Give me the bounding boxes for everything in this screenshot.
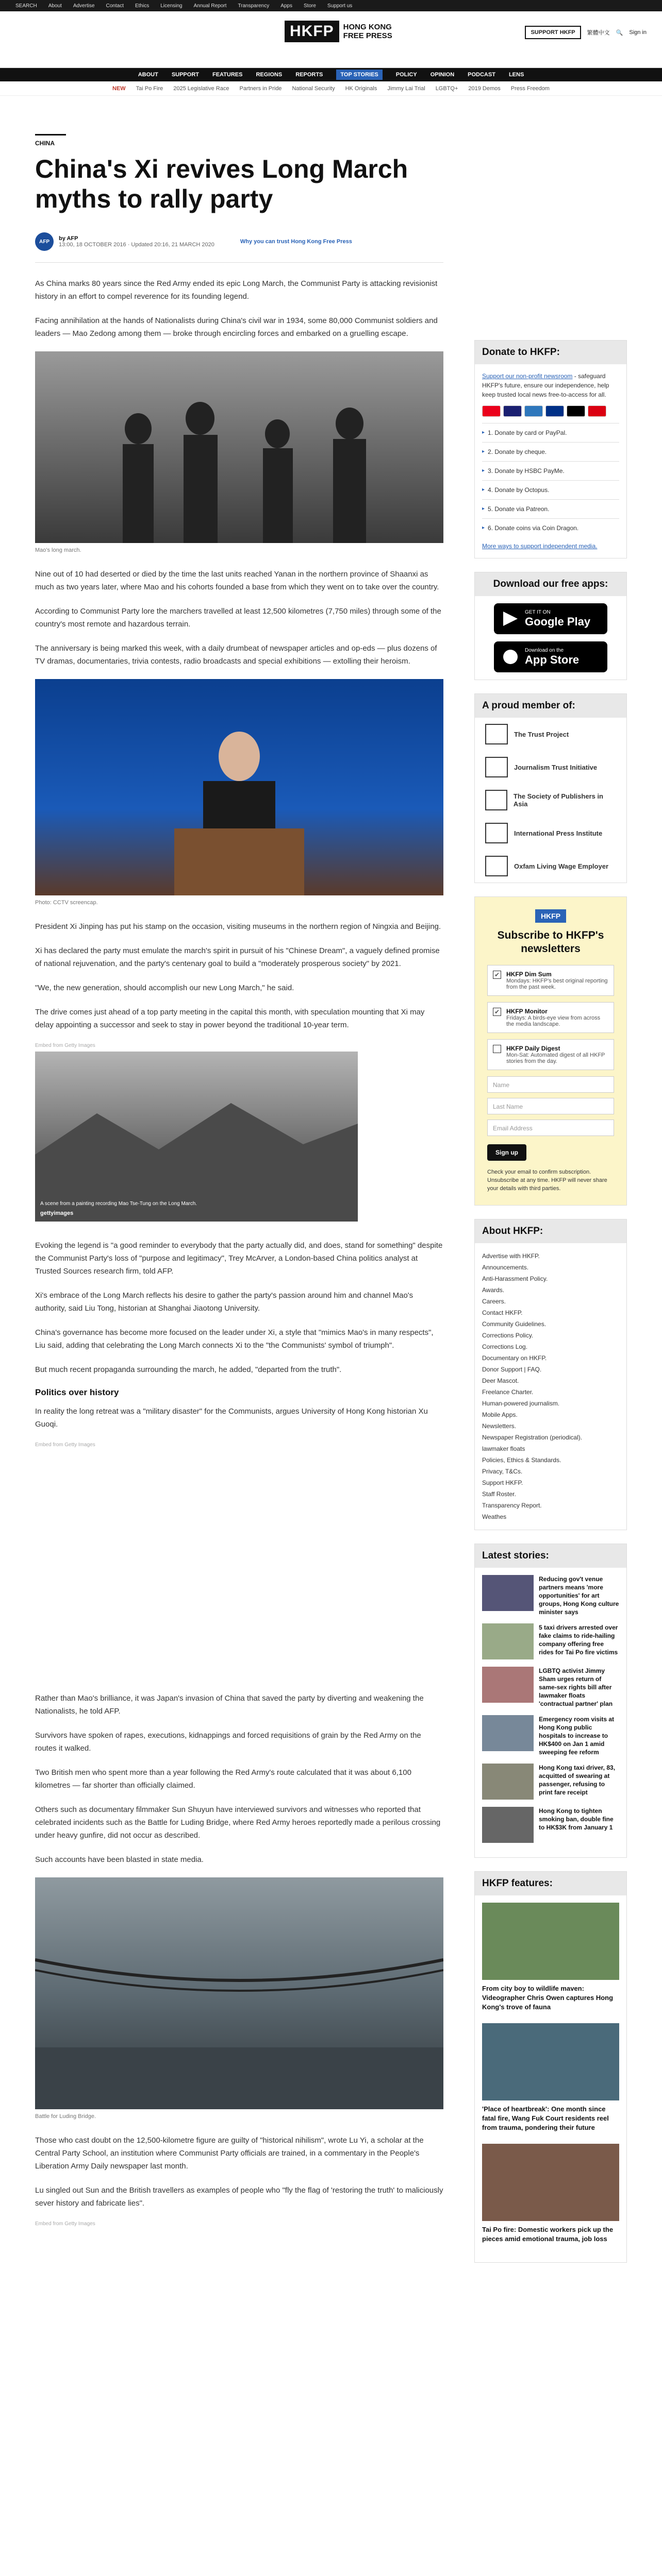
trending-bar xyxy=(0,81,662,96)
donate-box xyxy=(474,340,627,558)
search-icon[interactable]: 🔍 xyxy=(616,29,623,36)
about-link[interactable]: Newspaper Registration (periodical). xyxy=(482,1434,583,1441)
trending-national-security[interactable]: National Security xyxy=(292,85,335,92)
feature-story[interactable]: From city boy to wildlife maven: Videographer Chris Owen captures Hong Kong's trove of fauna xyxy=(482,1903,619,2012)
getty-embed-placeholder xyxy=(35,1460,443,1692)
donate-text: - safeguard HKFP's future, ensure our independence, help keep trusted local news free-to-access for all. xyxy=(482,372,609,398)
checkbox-checked: ✔ xyxy=(493,971,501,979)
checkbox-unchecked xyxy=(493,1045,501,1053)
newsletter-option-digest[interactable]: HKFP Daily Digest Mon-Sat: Automated digest of all HKFP stories from the day. xyxy=(487,1039,614,1070)
about-link[interactable]: About xyxy=(48,3,62,9)
paragraph: "We, the new generation, should accomplish our new Long March," he said. xyxy=(35,984,294,992)
donate-option[interactable]: ▸ 3. Donate by HSBC PayMe. xyxy=(482,461,619,480)
annual-report-link[interactable]: Annual Report xyxy=(193,3,227,9)
story-thumbnail xyxy=(482,1623,534,1659)
paragraph: China's governance has become more focused on the leader under Xi, a style that "mimics Mao's in many respects", Liu said, adding that celebrating the Long March connects Xi to the "the Communists' symbol of triumph". xyxy=(35,1328,434,1350)
photo-figures xyxy=(35,351,443,543)
paragraph: Such accounts have been blasted in state media. xyxy=(35,1855,204,1864)
donate-option[interactable]: ▸ 4. Donate by Octopus. xyxy=(482,480,619,499)
ipi-logo xyxy=(485,823,508,843)
nav-reports[interactable]: REPORTS xyxy=(295,72,323,78)
about-link[interactable]: Anti-Harassment Policy. xyxy=(482,1275,548,1282)
nav-support[interactable]: SUPPORT xyxy=(171,72,199,78)
about-link[interactable]: Support HKFP. xyxy=(482,1479,523,1486)
about-link[interactable]: Newsletters. xyxy=(482,1422,517,1430)
about-link[interactable]: Weathes xyxy=(482,1513,507,1520)
trending-jimmy-lai[interactable]: Jimmy Lai Trial xyxy=(387,85,425,92)
paragraph: Rather than Mao's brilliance, it was Japan's invasion of China that saved the party by diverting and weakening the Nationalists, he told AFP. xyxy=(35,1694,424,1716)
about-link[interactable]: Documentary on HKFP. xyxy=(482,1354,547,1362)
trust-project-logo xyxy=(485,724,508,744)
licensing-link[interactable]: Licensing xyxy=(160,3,183,9)
apps-title: Download our free apps: xyxy=(475,572,626,596)
luding-bridge-photo xyxy=(35,1877,443,2109)
about-list xyxy=(475,1243,626,1530)
about-box xyxy=(474,1219,627,1530)
bridge-scene xyxy=(35,1877,443,2109)
newsletter-logo: HKFP xyxy=(535,909,566,923)
photo-speaker xyxy=(35,679,443,895)
donate-title: Donate to HKFP: xyxy=(475,341,626,364)
author-avatar: AFP xyxy=(35,232,54,251)
trending-2019-demos[interactable]: 2019 Demos xyxy=(468,85,501,92)
apps-link[interactable]: Apps xyxy=(280,3,292,9)
masthead xyxy=(0,11,662,68)
getty-embed-label: Embed from Getty Images xyxy=(35,1043,95,1048)
about-link[interactable]: Corrections Log. xyxy=(482,1343,528,1350)
article xyxy=(35,134,443,2239)
chevron-right-icon: ▸ xyxy=(482,430,485,435)
author-name[interactable]: by AFP xyxy=(59,235,78,242)
about-link[interactable]: Community Guidelines. xyxy=(482,1320,547,1328)
member-sopa[interactable]: The Society of Publishers in Asia xyxy=(475,784,626,817)
paragraph: President Xi Jinping has put his stamp on the occasion, visiting museums in the northern region of Ningxia and Beijing. xyxy=(35,922,441,931)
trending-lgbtq[interactable]: LGBTQ+ xyxy=(435,85,458,92)
payment-logos xyxy=(482,405,619,417)
publish-date: 13:00, 18 OCTOBER 2016 · Updated 20:16, 21 MARCH 2020 xyxy=(59,242,214,248)
feature-image xyxy=(482,1903,619,1980)
advertise-link[interactable]: Advertise xyxy=(73,3,95,9)
about-title: About HKFP: xyxy=(475,1219,626,1243)
main-nav xyxy=(0,68,662,81)
about-link[interactable]: Privacy, T&Cs. xyxy=(482,1468,523,1475)
latest-story[interactable]: 5 taxi drivers arrested over fake claims to ride-hailing company offering free rides for Tai Po fire victims xyxy=(482,1623,619,1659)
nav-podcast[interactable]: PODCAST xyxy=(468,72,495,78)
latest-story[interactable]: Hong Kong taxi driver, 83, acquitted of swearing at passenger, refusing to print fare receipt xyxy=(482,1764,619,1800)
getty-logo[interactable]: gettyimages xyxy=(40,1210,74,1216)
story-thumbnail xyxy=(482,1667,534,1703)
paragraph: Those who cast doubt on the 12,500-kilometre figure are guilty of "historical nihilism", wrote Lu Yi, a scholar at the Central Party School, an institution where Communist Party officials are trained, in a commentary in the People's Liberation Army Daily newspaper last month. xyxy=(35,2136,424,2171)
paragraph: Survivors have spoken of rapes, executions, kidnappings and forced requisitions of grain by the Red Army on the routes it walked. xyxy=(35,1731,421,1753)
latest-story[interactable]: Reducing gov't venue partners means 'more opportunities' for art groups, Hong Kong culture minister says xyxy=(482,1575,619,1616)
paragraph: Others such as documentary filmmaker Sun Shuyun have interviewed survivors and witnesses who reported that celebrated incidents such as the Battle for Luding Bridge, where Red Army heroes reportedly made a perilous crossing under heavy gunfire, did not occur as described. xyxy=(35,1805,441,1840)
oxfam-logo xyxy=(485,856,508,876)
xi-jinping-photo xyxy=(35,679,443,895)
story-thumbnail xyxy=(482,1715,534,1751)
member-trust-project[interactable]: The Trust Project xyxy=(475,718,626,751)
paragraph: The anniversary is being marked this week, with a daily drumbeat of newspaper articles and op-eds — plus dozens of TV dramas, documentaries, trivia contests, radio broadcasts and special exhibitions — extolling their heroism. xyxy=(35,644,437,666)
paragraph: Facing annihilation at the hands of Nationalists during China's civil war in 1934, some 80,000 Communist soldiers and leaders — Mao Zedong among them — broke through encircling forces and embarked on a gruelling escape. xyxy=(35,316,438,338)
getty-caption: A scene from a painting recording Mao Tse-Tung on the Long March. xyxy=(40,1201,197,1207)
photo-caption: Battle for Luding Bridge. xyxy=(35,2113,96,2120)
mao-long-march-photo xyxy=(35,351,443,543)
name-field[interactable]: Name xyxy=(487,1076,614,1093)
paragraph: Nine out of 10 had deserted or died by the time the last units reached Yanan in the northern province of Shaanxi as much as two years later, where Mao and his cohorts founded a base from which they went on to take over the country. xyxy=(35,570,439,591)
language-link[interactable]: 繁體中文 xyxy=(587,30,610,36)
newsletter-note: Check your email to confirm subscription. Unsubscribe at any time. HKFP will never share your details with third parties. xyxy=(487,1169,607,1192)
article-title: China's Xi revives Long March myths to rally party xyxy=(35,155,408,213)
getty-embed-label: Embed from Getty Images xyxy=(35,2221,95,2227)
search-link[interactable]: SEARCH xyxy=(15,3,37,9)
about-link[interactable]: Transparency Report. xyxy=(482,1502,542,1509)
checkbox-checked: ✔ xyxy=(493,1008,501,1016)
about-link[interactable]: Awards. xyxy=(482,1286,505,1294)
nav-opinion[interactable]: OPINION xyxy=(430,72,455,78)
app-store-button[interactable]: Download on the App Store xyxy=(494,641,607,672)
trending-partners-pride[interactable]: Partners in Pride xyxy=(239,85,282,92)
about-link[interactable]: Careers. xyxy=(482,1298,506,1305)
paragraph: According to Communist Party lore the marchers travelled at least 12,500 kilometres (7,750 miles) through some of the country's most remote and hazardous terrain. xyxy=(35,607,441,629)
divider xyxy=(35,262,443,263)
support-hkfp-button[interactable]: SUPPORT HKFP xyxy=(525,26,581,39)
google-play-button[interactable]: GET IT ON Google Play xyxy=(494,603,607,634)
about-link[interactable]: Deer Mascot. xyxy=(482,1377,519,1384)
members-box xyxy=(474,693,627,883)
feature-story[interactable]: Tai Po fire: Domestic workers pick up the pieces amid emotional trauma, job loss xyxy=(482,2144,619,2244)
donate-option[interactable]: ▸ 5. Donate via Patreon. xyxy=(482,499,619,518)
about-link[interactable]: Human-powered journalism. xyxy=(482,1400,560,1407)
member-jti[interactable]: Journalism Trust Initiative xyxy=(475,751,626,784)
trust-link[interactable]: Why you can trust Hong Kong Free Press xyxy=(240,239,352,245)
masthead-actions xyxy=(525,26,647,39)
card-icon xyxy=(524,405,543,417)
story-thumbnail xyxy=(482,1807,534,1843)
chevron-right-icon: ▸ xyxy=(482,449,485,454)
paragraph: The drive comes just ahead of a top party meeting in the capital this month, with speculation mounting that Xi may delay appointing a successor and seek to stay in power beyond the traditional 10-year term. xyxy=(35,1008,425,1029)
feature-image xyxy=(482,2023,619,2100)
latest-story[interactable]: Emergency room visits at Hong Kong public hospitals to increase to HK$400 on Jan 1 amid sweeping fee reform xyxy=(482,1715,619,1756)
photo-caption: Mao's long march. xyxy=(35,547,81,553)
newsletter-box xyxy=(474,896,627,1206)
feature-story[interactable]: 'Place of heartbreak': One month since fatal fire, Wang Fuk Court residents reel from trauma, pondering their future xyxy=(482,2023,619,2132)
latest-title: Latest stories: xyxy=(475,1544,626,1568)
top-utility-bar xyxy=(0,0,662,11)
contact-link[interactable]: Contact xyxy=(106,3,124,9)
photo-caption: Photo: CCTV screencap. xyxy=(35,900,98,906)
newsletter-option-dim-sum[interactable]: ✔ HKFP Dim Sum Mondays: HKFP's best original reporting from the past week. xyxy=(487,965,614,996)
about-link[interactable]: Donor Support | FAQ. xyxy=(482,1366,542,1373)
about-link[interactable]: Mobile Apps. xyxy=(482,1411,518,1418)
donate-option[interactable]: ▸ 2. Donate by cheque. xyxy=(482,442,619,461)
story-thumbnail xyxy=(482,1764,534,1800)
paragraph: Xi has declared the party must emulate the march's spirit in pursuit of his "Chinese Dream", a vaguely defined promise of national rejuvenation, and the party's centenary goal to build a "moderately prosperous society" by 2021. xyxy=(35,946,440,968)
about-link[interactable]: Staff Roster. xyxy=(482,1490,516,1498)
trending-tai-po-fire[interactable]: Tai Po Fire xyxy=(136,85,163,92)
chevron-right-icon: ▸ xyxy=(482,506,485,512)
card-icon xyxy=(545,405,564,417)
jti-logo xyxy=(485,757,508,777)
nav-regions[interactable]: REGIONS xyxy=(256,72,283,78)
trending-legco-race[interactable]: 2025 Legislative Race xyxy=(173,85,229,92)
paragraph: Two British men who spent more than a year following the Red Army's route calculated that it was about 6,100 kilometres — far shorter than officially claimed. xyxy=(35,1768,411,1790)
trending-hk-originals[interactable]: HK Originals xyxy=(345,85,377,92)
paragraph: Xi's embrace of the Long March reflects his desire to gather the party's passion around him and channel Mao's authority, said Liu Tong, historian at Shanghai Jiaotong University. xyxy=(35,1291,413,1313)
store-link[interactable]: Store xyxy=(304,3,316,9)
newsletter-title: Subscribe to HKFP's newsletters xyxy=(497,929,604,955)
paragraph: As China marks 80 years since the Red Army ended its epic Long March, the Communist Party is attacking revisionist history in an effort to compel reverence for its founding legend. xyxy=(35,279,438,301)
trending-press-freedom[interactable]: Press Freedom xyxy=(510,85,550,92)
donate-link[interactable]: Support our non-profit newsroom xyxy=(482,372,573,380)
email-field[interactable]: Email Address xyxy=(487,1120,614,1136)
last-name-field[interactable]: Last Name xyxy=(487,1098,614,1114)
about-link[interactable]: Contact HKFP. xyxy=(482,1309,523,1316)
card-icon xyxy=(567,405,585,417)
paragraph: Lu singled out Sun and the British travellers as examples of people who "fly the flag of 'restoring the truth' to maliciously sever history and fabricate lies". xyxy=(35,2186,443,2208)
story-thumbnail xyxy=(482,1575,534,1611)
members-title: A proud member of: xyxy=(475,694,626,718)
new-badge: NEW xyxy=(112,85,126,92)
nav-top-stories[interactable]: TOP STORIES xyxy=(336,70,382,80)
category-label[interactable]: CHINA xyxy=(35,134,66,147)
sign-up-button[interactable]: Sign up xyxy=(487,1144,526,1161)
paragraph: But much recent propaganda surrounding the march, he added, "departed from the truth". xyxy=(35,1365,342,1374)
card-icon xyxy=(588,405,606,417)
sign-in-link[interactable]: Sign in xyxy=(629,29,647,36)
byline xyxy=(35,232,443,251)
card-icon xyxy=(503,405,522,417)
latest-box xyxy=(474,1544,627,1858)
feature-image xyxy=(482,2144,619,2221)
paragraph: In reality the long retreat was a "military disaster" for the Communists, argues University of Hong Kong historian Xu Guoqi. xyxy=(35,1407,428,1429)
about-link[interactable]: Policies, Ethics & Standards. xyxy=(482,1456,561,1464)
newsletter-option-monitor[interactable]: ✔ HKFP Monitor Fridays: A birds-eye view from across the media landscape. xyxy=(487,1002,614,1033)
nav-lens[interactable]: LENS xyxy=(508,72,524,78)
features-title: HKFP features: xyxy=(475,1872,626,1895)
apps-box xyxy=(474,572,627,680)
latest-story[interactable]: LGBTQ activist Jimmy Sham urges return of same-sex rights bill after lawmaker floats 'contractual partner' plan xyxy=(482,1667,619,1708)
play-icon xyxy=(503,612,518,626)
about-link[interactable]: lawmaker floats xyxy=(482,1445,525,1452)
member-oxfam[interactable]: Oxfam Living Wage Employer xyxy=(475,850,626,883)
about-link[interactable]: Advertise with HKFP. xyxy=(482,1252,540,1260)
member-ipi[interactable]: International Press Institute xyxy=(475,817,626,850)
paragraph: Evoking the legend is "a good reminder to everybody that the party actually did, and does, stand for something" despite the Communist Party's loss of "purpose and legitimacy", Trey McArver, a London-based China politics analyst at Trusted Sources research firm, told AFP. xyxy=(35,1241,443,1276)
sopa-logo xyxy=(485,790,507,810)
features-box xyxy=(474,1871,627,2263)
latest-story[interactable]: Hong Kong to tighten smoking ban, double fine to HK$3K from January 1 xyxy=(482,1807,619,1843)
about-link[interactable]: Announcements. xyxy=(482,1264,529,1271)
apple-icon xyxy=(503,650,518,664)
nav-about[interactable]: ABOUT xyxy=(138,72,158,78)
hkfp-logo[interactable]: HKFP HONG KONG FREE PRESS xyxy=(285,21,392,42)
chevron-right-icon: ▸ xyxy=(482,525,485,531)
chevron-right-icon: ▸ xyxy=(482,468,485,473)
getty-painting-embed[interactable] xyxy=(35,1052,358,1222)
section-heading: Politics over history xyxy=(35,1387,119,1397)
chevron-right-icon: ▸ xyxy=(482,487,485,493)
support-us-link[interactable]: Support us xyxy=(327,3,353,9)
card-icon xyxy=(482,405,501,417)
transparency-link[interactable]: Transparency xyxy=(238,3,270,9)
sidebar xyxy=(474,340,627,2276)
nav-policy[interactable]: POLICY xyxy=(395,72,417,78)
donate-option[interactable]: ▸ 1. Donate by card or PayPal. xyxy=(482,423,619,442)
more-ways-link[interactable]: More ways to support independent media. xyxy=(482,543,598,550)
donate-option[interactable]: ▸ 6. Donate coins via Coin Dragon. xyxy=(482,518,619,537)
about-link[interactable]: Freelance Charter. xyxy=(482,1388,534,1396)
ethics-link[interactable]: Ethics xyxy=(135,3,150,9)
painting-landscape xyxy=(35,1052,358,1222)
nav-features[interactable]: FEATURES xyxy=(212,72,243,78)
getty-embed-label: Embed from Getty Images xyxy=(35,1442,95,1448)
about-link[interactable]: Corrections Policy. xyxy=(482,1332,534,1339)
